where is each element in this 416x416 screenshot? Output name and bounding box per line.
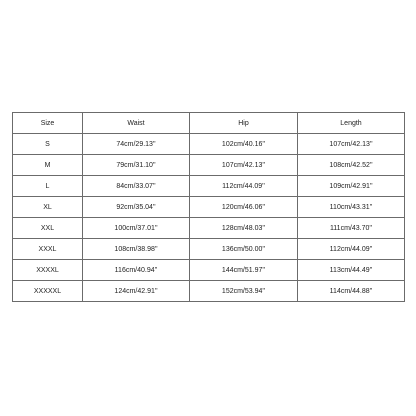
cell-size: XL [13, 197, 83, 218]
cell-hip: 112cm/44.09'' [190, 176, 298, 197]
cell-waist: 116cm/40.94'' [83, 260, 190, 281]
cell-size: XXXL [13, 239, 83, 260]
table-body [13, 134, 405, 302]
table-row [13, 218, 405, 239]
cell-size: XXXXXL [13, 281, 83, 302]
header-waist: Waist [83, 113, 190, 134]
table-row [13, 260, 405, 281]
cell-waist: 124cm/42.91'' [83, 281, 190, 302]
table-row [13, 134, 405, 155]
cell-hip: 120cm/46.06'' [190, 197, 298, 218]
cell-waist: 79cm/31.10'' [83, 155, 190, 176]
size-chart-table [12, 112, 405, 302]
cell-waist: 84cm/33.07'' [83, 176, 190, 197]
cell-length: 109cm/42.91'' [298, 176, 405, 197]
cell-size: M [13, 155, 83, 176]
cell-size: L [13, 176, 83, 197]
cell-waist: 74cm/29.13'' [83, 134, 190, 155]
cell-hip: 136cm/50.00'' [190, 239, 298, 260]
cell-hip: 128cm/48.03'' [190, 218, 298, 239]
table-row [13, 176, 405, 197]
cell-hip: 107cm/42.13'' [190, 155, 298, 176]
header-length: Length [298, 113, 405, 134]
header-hip: Hip [190, 113, 298, 134]
table-row [13, 155, 405, 176]
cell-length: 111cm/43.70'' [298, 218, 405, 239]
cell-size: XXL [13, 218, 83, 239]
table-row [13, 239, 405, 260]
cell-length: 108cm/42.52'' [298, 155, 405, 176]
cell-waist: 108cm/38.98'' [83, 239, 190, 260]
cell-hip: 144cm/51.97'' [190, 260, 298, 281]
cell-hip: 152cm/53.94'' [190, 281, 298, 302]
cell-length: 114cm/44.88'' [298, 281, 405, 302]
cell-length: 112cm/44.09'' [298, 239, 405, 260]
cell-size: XXXXL [13, 260, 83, 281]
header-size: Size [13, 113, 83, 134]
cell-length: 107cm/42.13'' [298, 134, 405, 155]
table-header-row [13, 113, 405, 134]
cell-length: 113cm/44.49'' [298, 260, 405, 281]
cell-waist: 100cm/37.01'' [83, 218, 190, 239]
cell-size: S [13, 134, 83, 155]
table-row [13, 281, 405, 302]
cell-length: 110cm/43.31'' [298, 197, 405, 218]
table-row [13, 197, 405, 218]
cell-hip: 102cm/40.16'' [190, 134, 298, 155]
cell-waist: 92cm/35.04'' [83, 197, 190, 218]
